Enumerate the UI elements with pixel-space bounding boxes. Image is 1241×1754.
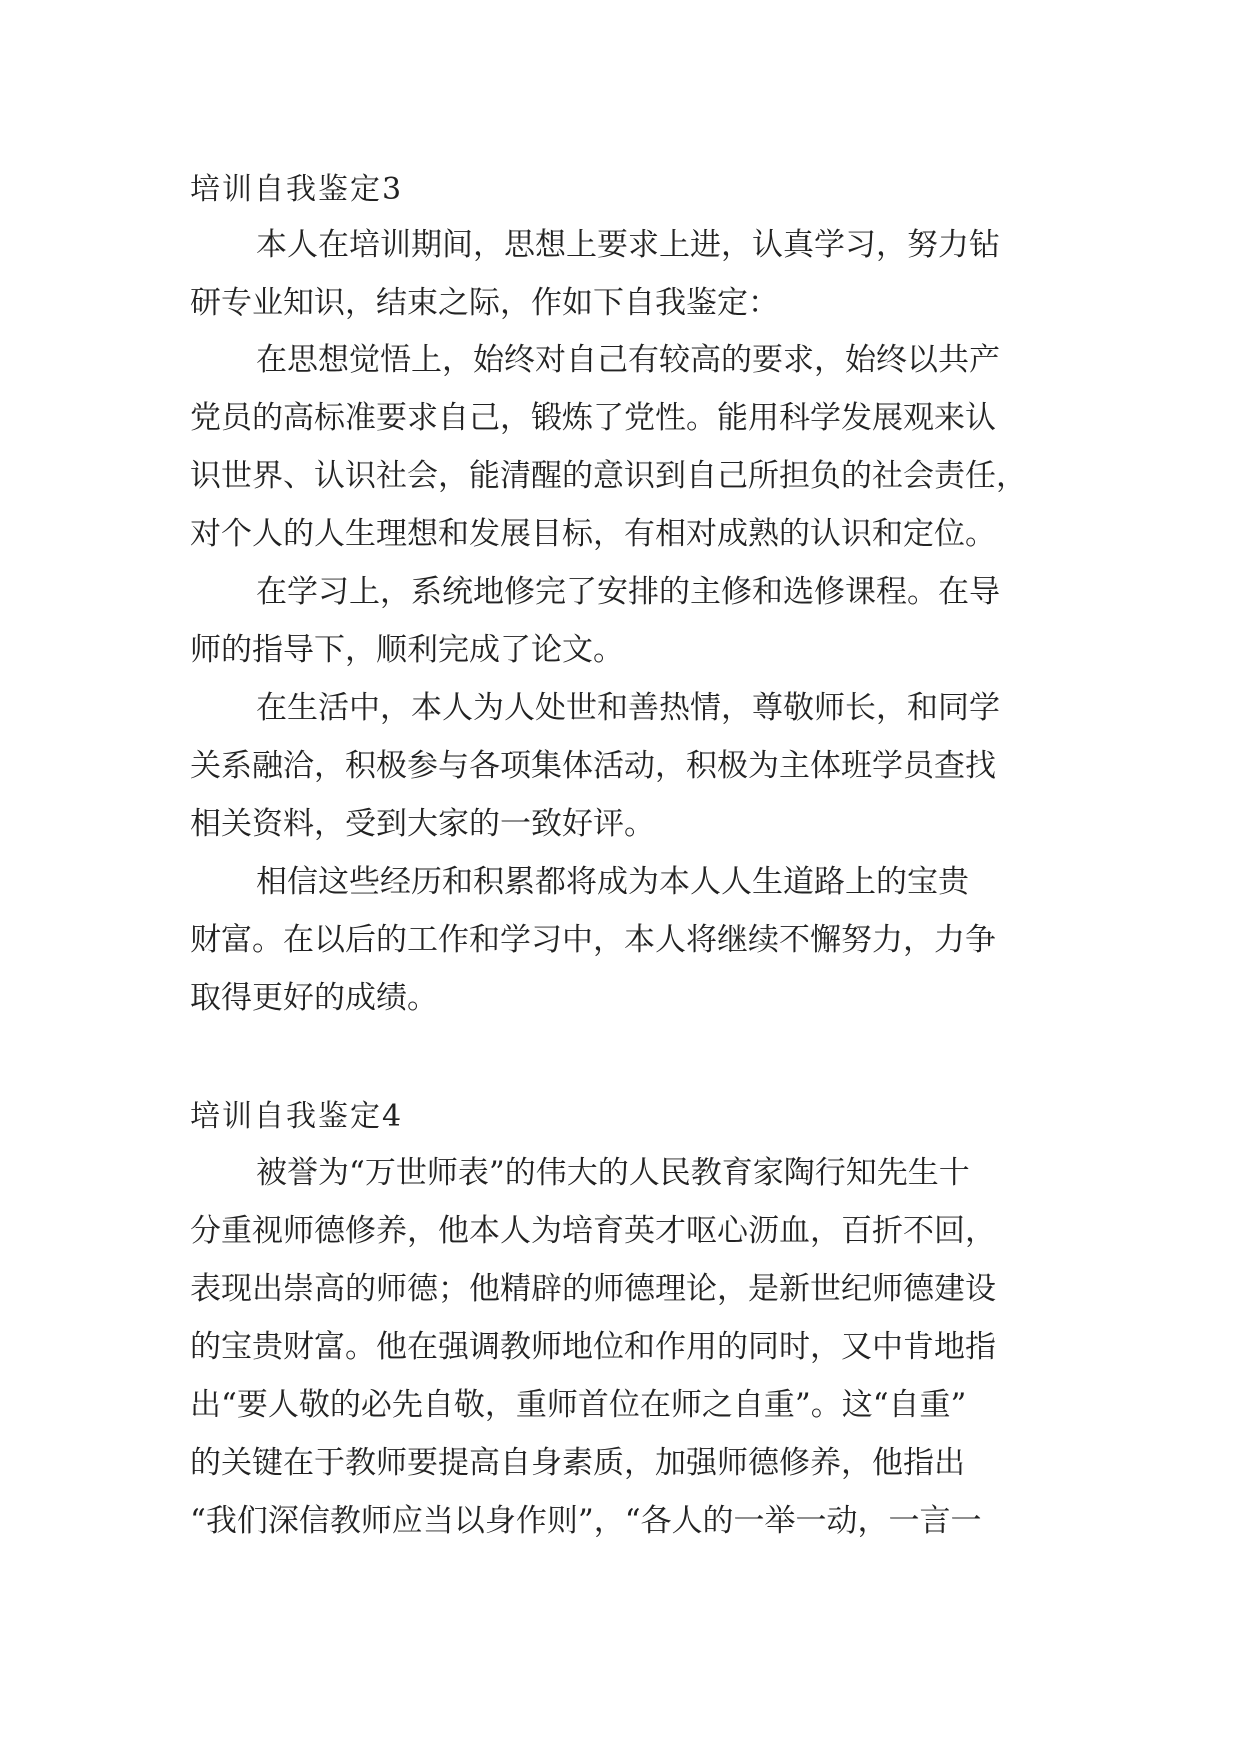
section-heading: 培训自我鉴定3 — [190, 172, 404, 207]
paragraph-line: 对个人的人生理想和发展目标，有相对成熟的认识和定位。 — [190, 516, 996, 552]
paragraph-line: 取得更好的成绩。 — [190, 980, 438, 1016]
paragraph-line: 研专业知识，结束之际，作如下自我鉴定： — [190, 285, 779, 321]
paragraph-line: “我们深信教师应当以身作则”，“各人的一举一动，一言一 — [190, 1503, 982, 1539]
paragraph-line: 在生活中，本人为人处世和善热情，尊敬师长，和同学 — [256, 690, 1000, 726]
paragraph-line: 的关键在于教师要提高自身素质，加强师德修养，他指出 — [190, 1445, 965, 1481]
paragraph-line: 被誉为“万世师表”的伟大的人民教育家陶行知先生十 — [256, 1155, 970, 1191]
paragraph-line: 财富。在以后的工作和学习中，本人将继续不懈努力，力争 — [190, 922, 996, 958]
paragraph-line: 本人在培训期间，思想上要求上进，认真学习，努力钻 — [256, 227, 1000, 263]
paragraph-line: 在学习上，系统地修完了安排的主修和选修课程。在导 — [256, 574, 1000, 610]
section-heading: 培训自我鉴定4 — [190, 1099, 404, 1134]
paragraph-line: 在思想觉悟上，始终对自己有较高的要求，始终以共产 — [256, 342, 1000, 378]
paragraph-line: 相关资料，受到大家的一致好评。 — [190, 806, 655, 842]
paragraph-line: 相信这些经历和积累都将成为本人人生道路上的宝贵 — [256, 864, 969, 900]
paragraph-line: 出“要人敬的必先自敬，重师首位在师之自重”。这“自重” — [190, 1387, 967, 1423]
paragraph-line: 分重视师德修养，他本人为培育英才呕心沥血，百折不回， — [190, 1213, 996, 1249]
paragraph-line: 识世界、认识社会，能清醒的意识到自己所担负的社会责任， — [190, 458, 1027, 494]
paragraph-line: 关系融洽，积极参与各项集体活动，积极为主体班学员查找 — [190, 748, 996, 784]
paragraph-line: 师的指导下，顺利完成了论文。 — [190, 632, 624, 668]
paragraph-line: 的宝贵财富。他在强调教师地位和作用的同时，又中肯地指 — [190, 1329, 996, 1365]
paragraph-line: 表现出崇高的师德；他精辟的师德理论，是新世纪师德建设 — [190, 1271, 996, 1307]
paragraph-line: 党员的高标准要求自己，锻炼了党性。能用科学发展观来认 — [190, 400, 996, 436]
